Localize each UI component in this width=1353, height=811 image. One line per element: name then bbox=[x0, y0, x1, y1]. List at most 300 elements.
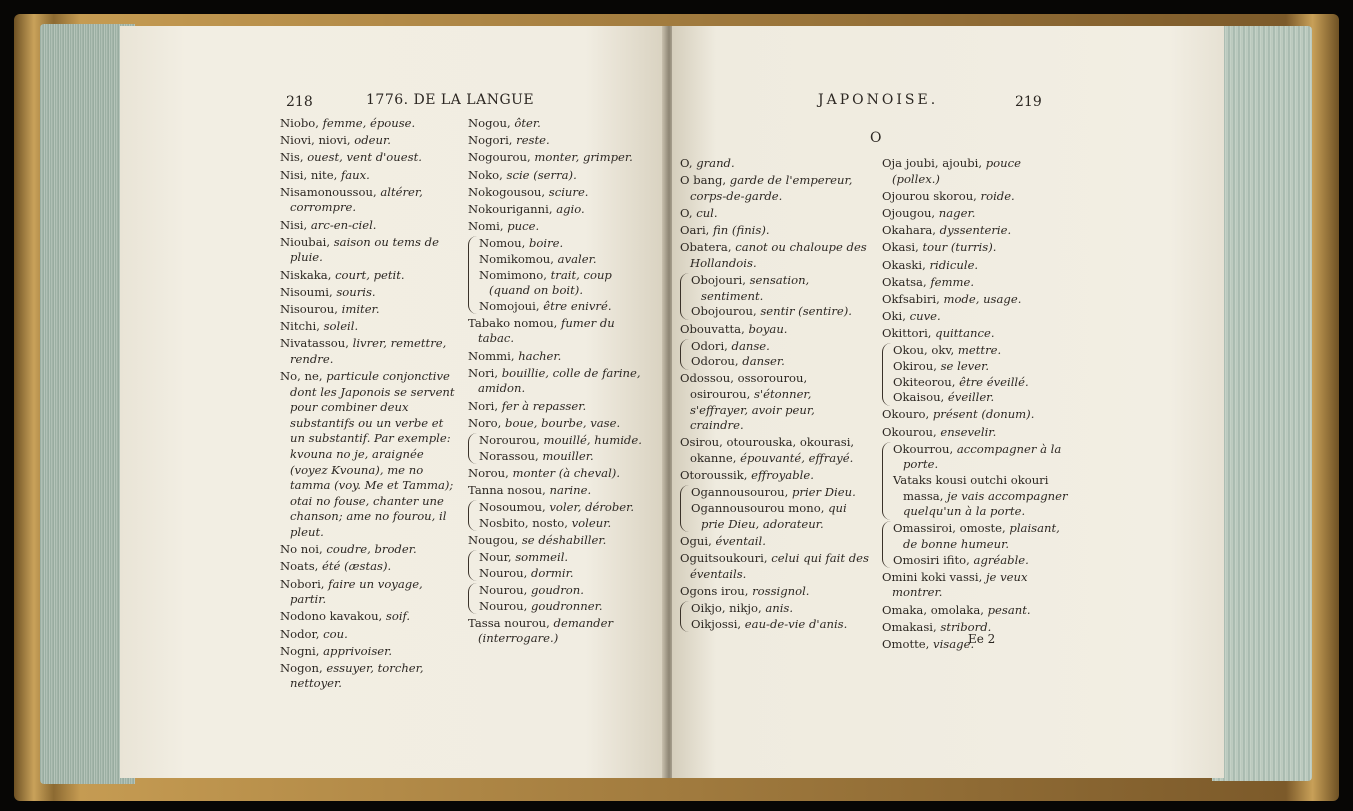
entry-separator: , bbox=[973, 188, 981, 203]
entry-word: Nourou bbox=[479, 565, 524, 580]
entry-word: O bang bbox=[680, 173, 723, 188]
bracketed-entry-group bbox=[468, 433, 654, 464]
entry-word: Nivatassou bbox=[280, 336, 346, 351]
entry-word: Oki bbox=[882, 309, 903, 324]
entry-definition: épouvanté, effrayé. bbox=[740, 451, 854, 466]
entry-definition: soif. bbox=[385, 609, 411, 624]
entry-definition: apprivoiser. bbox=[323, 643, 393, 658]
entry-word: Nori bbox=[468, 398, 495, 413]
dictionary-entry bbox=[479, 599, 654, 615]
entry-definition: visage. bbox=[933, 636, 975, 651]
dictionary-entry bbox=[468, 399, 654, 415]
dictionary-entry bbox=[893, 521, 1068, 552]
entry-separator: , bbox=[346, 133, 355, 148]
running-head: JAPONOISE. bbox=[818, 92, 939, 108]
entry-definition: cuve. bbox=[909, 309, 941, 324]
entry-word: Omaka, omolaka bbox=[882, 602, 981, 617]
entry-separator: , bbox=[925, 407, 933, 422]
dictionary-entry bbox=[882, 570, 1068, 601]
entry-word: Noats bbox=[280, 559, 315, 574]
entry-separator: , bbox=[327, 267, 336, 282]
entry-word: Nisi, nite bbox=[280, 167, 334, 182]
entry-word: Omini koki vassi bbox=[882, 569, 979, 584]
bracketed-entry-group bbox=[680, 339, 870, 370]
dictionary-entry bbox=[882, 309, 1068, 325]
entry-separator: , bbox=[743, 468, 752, 483]
entry-word: Okaisou bbox=[893, 390, 941, 405]
entry-definition: souris. bbox=[336, 284, 376, 299]
entry-definition: pouce (pollex.) bbox=[892, 156, 1021, 186]
entry-separator: , bbox=[915, 240, 923, 255]
dictionary-entry bbox=[479, 449, 654, 465]
dictionary-entry bbox=[882, 189, 1068, 205]
entry-separator: , bbox=[536, 433, 544, 447]
dictionary-entry bbox=[280, 218, 456, 234]
entry-definition: cou. bbox=[323, 626, 348, 641]
running-head: 1776. DE LA LANGUE bbox=[366, 92, 535, 108]
entry-separator: , bbox=[548, 201, 557, 216]
dictionary-entry bbox=[479, 268, 654, 299]
dictionary-entry bbox=[680, 223, 870, 239]
entry-definition: avaler. bbox=[557, 251, 597, 266]
entry-separator: , bbox=[722, 173, 730, 188]
dictionary-entry bbox=[280, 168, 456, 184]
entry-definition: essuyer, torcher, nettoyer. bbox=[290, 660, 424, 691]
entry-definition: présent (donum). bbox=[932, 407, 1035, 422]
entry-definition: danse. bbox=[731, 338, 770, 353]
entry-definition: puce. bbox=[507, 219, 540, 234]
bracketed-entry-group bbox=[468, 583, 654, 614]
entry-word: Oikjo, nikjo bbox=[691, 600, 758, 615]
entry-definition: je vais accompagner quelqu'un à la porte. bbox=[903, 488, 1068, 519]
dictionary-entry bbox=[680, 551, 870, 582]
entry-word: Nisoumi bbox=[280, 284, 329, 299]
entry-separator: , bbox=[734, 354, 743, 369]
entry-separator: , bbox=[320, 576, 329, 591]
dictionary-entry bbox=[280, 185, 456, 216]
dictionary-entry bbox=[882, 275, 1068, 291]
entry-definition: danser. bbox=[742, 354, 785, 369]
entry-separator: , bbox=[936, 291, 944, 306]
entry-word: Okaski bbox=[882, 257, 923, 272]
entry-definition: mouiller. bbox=[542, 448, 594, 463]
dictionary-entry bbox=[893, 473, 1068, 520]
entry-separator: , bbox=[318, 369, 327, 384]
entry-word: Obojourou bbox=[691, 304, 753, 319]
entry-separator: , bbox=[314, 559, 323, 574]
dictionary-entry bbox=[280, 235, 456, 266]
dictionary-entry bbox=[893, 359, 1068, 375]
entry-definition: bouillie, colle de farine, amidon. bbox=[478, 365, 641, 396]
entry-word: Oikjossi bbox=[691, 616, 738, 631]
dictionary-entry bbox=[468, 219, 654, 235]
entry-word: Okourrou bbox=[893, 441, 950, 456]
entry-separator: , bbox=[708, 533, 716, 548]
entry-word: Tassa nourou bbox=[468, 615, 547, 630]
entry-separator: , bbox=[299, 150, 308, 165]
entry-definition: agio. bbox=[556, 201, 585, 216]
entry-definition: trait, coup (quand on boit). bbox=[489, 267, 612, 298]
entry-word: Nomou bbox=[479, 236, 522, 251]
entry-separator: , bbox=[526, 150, 535, 165]
entry-separator: , bbox=[553, 315, 562, 330]
entry-separator: , bbox=[820, 501, 829, 515]
entry-definition: ôter. bbox=[514, 116, 541, 130]
dictionary-column bbox=[680, 156, 870, 634]
entry-definition: pesant. bbox=[987, 602, 1031, 617]
entry-definition: goudronner. bbox=[530, 598, 603, 613]
dictionary-entry bbox=[280, 285, 456, 301]
entry-word: Nosoumou bbox=[479, 500, 542, 515]
entry-definition: quittance. bbox=[935, 326, 995, 341]
entry-word: Nis bbox=[280, 150, 300, 165]
entry-definition: arc-en-ciel. bbox=[310, 217, 377, 232]
dictionary-entry bbox=[691, 617, 870, 633]
entry-definition: soleil. bbox=[323, 319, 359, 334]
entry-separator: , bbox=[326, 234, 334, 249]
entry-definition: eau-de-vie d'anis. bbox=[744, 616, 848, 631]
dictionary-entry bbox=[882, 292, 1068, 308]
entry-separator: , bbox=[737, 616, 745, 631]
dictionary-entry bbox=[280, 609, 456, 625]
dictionary-entry bbox=[680, 468, 870, 484]
dictionary-entry bbox=[468, 185, 654, 201]
entry-definition: livrer, remettre, rendre. bbox=[290, 336, 447, 366]
entry-definition: être éveillé. bbox=[959, 374, 1029, 389]
dictionary-column bbox=[280, 116, 456, 694]
entry-separator: , bbox=[334, 301, 342, 316]
entry-separator: , bbox=[499, 219, 508, 234]
entry-definition: mouillé, humide. bbox=[543, 433, 642, 447]
entry-separator: , bbox=[932, 223, 940, 238]
entry-definition: se déshabiller. bbox=[521, 532, 607, 547]
entry-word: Okittori bbox=[882, 326, 928, 341]
entry-separator: , bbox=[922, 274, 931, 289]
entry-word: Norassou bbox=[479, 448, 535, 463]
bracketed-entry-group bbox=[680, 485, 870, 532]
dictionary-entry bbox=[893, 343, 1068, 359]
entry-word: Nogou bbox=[468, 116, 507, 130]
entry-separator: , bbox=[508, 133, 517, 148]
entry-definition: accompagner à la porte. bbox=[903, 441, 1062, 472]
page-edges-right bbox=[1212, 26, 1312, 781]
entry-separator: , bbox=[510, 348, 519, 363]
entry-separator: , bbox=[939, 488, 948, 503]
entry-separator: , bbox=[927, 326, 936, 341]
entry-definition: femme. bbox=[930, 274, 975, 289]
entry-word: Nioubai bbox=[280, 234, 327, 249]
entry-definition: voleur. bbox=[571, 515, 612, 530]
entry-definition: qui prie Dieu, adorateur. bbox=[701, 501, 847, 531]
dictionary-entry bbox=[280, 369, 456, 541]
entry-word: Nori bbox=[468, 365, 495, 380]
entry-separator: , bbox=[978, 156, 986, 170]
entry-separator: , bbox=[534, 448, 543, 463]
entry-separator: , bbox=[741, 321, 749, 336]
entry-definition: éveiller. bbox=[947, 390, 995, 405]
dictionary-entry bbox=[468, 133, 654, 149]
entry-separator: , bbox=[550, 251, 558, 266]
entry-separator: , bbox=[757, 600, 766, 615]
entry-definition: mettre. bbox=[957, 343, 1002, 358]
entry-separator: , bbox=[933, 619, 941, 634]
entry-separator: , bbox=[523, 565, 531, 580]
entry-definition: effroyable. bbox=[751, 468, 814, 483]
dictionary-entry bbox=[280, 150, 456, 166]
entry-word: Omotte bbox=[882, 636, 926, 651]
entry-word: Norourou bbox=[479, 433, 537, 447]
dictionary-entry bbox=[479, 299, 654, 315]
entry-word: Obouvatta bbox=[680, 321, 742, 336]
entry-definition: coudre, broder. bbox=[326, 542, 417, 557]
right-page bbox=[672, 26, 1224, 778]
entry-definition: faux. bbox=[340, 167, 370, 182]
entry-word: Okatsa bbox=[882, 274, 923, 289]
entry-word: Odorou bbox=[691, 354, 735, 369]
entry-definition: monter, grimper. bbox=[534, 150, 633, 165]
dictionary-entry bbox=[479, 550, 654, 566]
dictionary-entry bbox=[882, 258, 1068, 274]
entry-word: Nisourou bbox=[280, 301, 335, 316]
entry-separator: , bbox=[931, 205, 939, 220]
page-number: 219 bbox=[1015, 94, 1042, 110]
section-letter: O bbox=[870, 130, 882, 146]
entry-separator: , bbox=[546, 615, 554, 630]
entry-separator: , bbox=[345, 336, 353, 351]
dictionary-column bbox=[468, 116, 654, 648]
entry-word: Nogori bbox=[468, 133, 509, 148]
entry-separator: , bbox=[932, 424, 941, 439]
entry-definition: roide. bbox=[980, 188, 1015, 203]
entry-separator: , bbox=[318, 542, 327, 557]
dictionary-entry bbox=[882, 223, 1068, 239]
dictionary-entry bbox=[893, 390, 1068, 406]
entry-word: O bbox=[680, 205, 689, 220]
entry-definition: altérer, corrompre. bbox=[290, 184, 423, 215]
dictionary-entry bbox=[280, 661, 456, 692]
dictionary-entry bbox=[691, 501, 870, 532]
entry-separator: , bbox=[949, 441, 957, 456]
entry-definition: sommeil. bbox=[515, 550, 569, 565]
entry-definition: grand. bbox=[696, 156, 735, 170]
dictionary-entry bbox=[280, 302, 456, 318]
entry-word: Odori bbox=[691, 338, 725, 353]
entry-word: Okiteorou bbox=[893, 374, 952, 389]
dictionary-entry bbox=[691, 273, 870, 304]
entry-word: Nodor bbox=[280, 626, 316, 641]
entry-separator: , bbox=[328, 284, 337, 299]
entry-separator: , bbox=[950, 343, 958, 358]
entry-word: Obojouri bbox=[691, 273, 743, 288]
entry-word: Osirou, otourouska, okourasi, okanne bbox=[680, 435, 855, 466]
entry-definition: hacher. bbox=[518, 348, 562, 363]
entry-word: Noko bbox=[468, 167, 500, 182]
entry-definition: nager. bbox=[938, 205, 976, 220]
entry-separator: , bbox=[724, 338, 732, 353]
dictionary-entry bbox=[882, 240, 1068, 256]
dictionary-entry bbox=[680, 584, 870, 600]
dictionary-entry bbox=[882, 156, 1068, 187]
entry-word: Nodono kavakou bbox=[280, 609, 379, 624]
dictionary-entry bbox=[691, 485, 870, 501]
dictionary-entry bbox=[280, 559, 456, 575]
bracketed-entry-group bbox=[882, 521, 1068, 568]
entry-separator: , bbox=[688, 156, 697, 170]
dictionary-entry bbox=[468, 416, 654, 432]
dictionary-entry bbox=[280, 627, 456, 643]
entry-word: Nourou bbox=[479, 582, 524, 597]
dictionary-entry bbox=[680, 435, 870, 466]
entry-word: Nourou bbox=[479, 598, 524, 613]
entry-definition: plaisant, de bonne humeur. bbox=[903, 521, 1060, 551]
entry-definition: rossignol. bbox=[752, 583, 810, 598]
entry-separator: , bbox=[315, 116, 323, 130]
dictionary-entry bbox=[680, 156, 870, 172]
entry-definition: dormir. bbox=[530, 565, 574, 580]
entry-separator: , bbox=[902, 309, 910, 324]
bracketed-entry-group bbox=[680, 273, 870, 320]
dictionary-entry bbox=[280, 268, 456, 284]
entry-separator: , bbox=[333, 167, 341, 182]
dictionary-entry bbox=[280, 336, 456, 367]
entry-word: Nommi bbox=[468, 348, 511, 363]
entry-separator: , bbox=[316, 319, 324, 334]
entry-word: Okou, okv bbox=[893, 343, 951, 358]
entry-definition: fumer du tabac. bbox=[478, 315, 615, 346]
entry-separator: , bbox=[523, 582, 531, 597]
dictionary-entry bbox=[280, 644, 456, 660]
dictionary-entry bbox=[893, 375, 1068, 391]
entry-word: Niovi, niovi bbox=[280, 133, 347, 148]
dictionary-entry bbox=[479, 500, 654, 516]
dictionary-entry bbox=[280, 133, 456, 149]
dictionary-entry bbox=[479, 433, 654, 449]
entry-definition: ouest, vent d'ouest. bbox=[307, 150, 422, 165]
entry-definition: être enivré. bbox=[543, 298, 612, 313]
signature-mark: Ee 2 bbox=[968, 632, 996, 646]
entry-separator: , bbox=[494, 398, 502, 413]
entry-definition: prier Dieu. bbox=[791, 485, 856, 500]
entry-definition: ridicule. bbox=[929, 257, 979, 272]
entry-definition: garde de l'empereur, corps-de-garde. bbox=[690, 173, 853, 203]
entry-definition: sciure. bbox=[548, 184, 589, 199]
entry-separator: , bbox=[752, 304, 761, 319]
dictionary-entry bbox=[479, 236, 654, 252]
entry-word: Oguitsoukouri bbox=[680, 550, 764, 565]
dictionary-entry bbox=[468, 202, 654, 218]
entry-definition: monter (à cheval). bbox=[512, 465, 621, 480]
dictionary-entry bbox=[680, 206, 870, 222]
entry-word: Nisamonoussou bbox=[280, 184, 373, 199]
dictionary-column bbox=[882, 156, 1068, 654]
entry-separator: , bbox=[978, 569, 986, 584]
entry-definition: faire un voyage, partir. bbox=[290, 576, 423, 607]
entry-separator: , bbox=[922, 257, 930, 272]
entry-definition: canot ou chaloupe des Hollandois. bbox=[690, 240, 867, 270]
entry-word: Nougou bbox=[468, 532, 515, 547]
entry-definition: agréable. bbox=[973, 552, 1029, 567]
bracketed-entry-group bbox=[468, 236, 654, 314]
dictionary-entry bbox=[280, 577, 456, 608]
entry-definition: celui qui fait des éventails. bbox=[690, 550, 869, 581]
dictionary-entry bbox=[280, 542, 456, 558]
entry-definition: cul. bbox=[696, 205, 718, 220]
entry-separator: , bbox=[933, 359, 941, 374]
entry-definition: scie (serra). bbox=[506, 167, 577, 182]
entry-definition: boyau. bbox=[748, 321, 788, 336]
entry-word: Niskaka bbox=[280, 267, 328, 282]
entry-word: Ogons irou bbox=[680, 583, 745, 598]
entry-definition: je veux montrer. bbox=[892, 569, 1028, 600]
dictionary-entry bbox=[680, 322, 870, 338]
dictionary-entry bbox=[882, 206, 1068, 222]
entry-word: Vataks kousi outchi okouri massa bbox=[893, 473, 1049, 503]
entry-word: Omosiri ifito bbox=[893, 552, 967, 567]
entry-word: Okirou bbox=[893, 359, 934, 374]
entry-word: Ogannousourou bbox=[691, 485, 785, 500]
dictionary-entry bbox=[691, 339, 870, 355]
entry-separator: , bbox=[507, 116, 515, 130]
dictionary-entry bbox=[680, 240, 870, 271]
dictionary-entry bbox=[468, 366, 654, 397]
entry-word: Nogourou bbox=[468, 150, 527, 165]
entry-definition: stribord. bbox=[940, 619, 992, 634]
dictionary-entry bbox=[691, 304, 870, 320]
dictionary-entry bbox=[468, 168, 654, 184]
entry-word: Nosbito, nosto bbox=[479, 515, 565, 530]
entry-separator: , bbox=[763, 550, 772, 565]
dictionary-entry bbox=[680, 534, 870, 550]
entry-definition: fer à repasser. bbox=[501, 398, 587, 413]
entry-word: Otoroussik bbox=[680, 468, 744, 483]
entry-separator: , bbox=[980, 602, 988, 617]
entry-word: Ojougou bbox=[882, 205, 932, 220]
entry-definition: sensation, sentiment. bbox=[701, 273, 810, 303]
entry-word: Okfsabiri bbox=[882, 291, 937, 306]
entry-separator: , bbox=[742, 273, 750, 288]
entry-word: Obatera bbox=[680, 240, 728, 255]
dictionary-entry bbox=[882, 425, 1068, 441]
entry-separator: , bbox=[688, 205, 697, 220]
entry-word: Ojourou skorou bbox=[882, 188, 974, 203]
dictionary-entry bbox=[893, 442, 1068, 473]
dictionary-entry bbox=[468, 349, 654, 365]
entry-separator: , bbox=[315, 626, 324, 641]
entry-word: Oja joubi, ajoubi bbox=[882, 156, 979, 170]
entry-word: Okasi bbox=[882, 240, 916, 255]
entry-separator: , bbox=[1002, 521, 1010, 536]
dictionary-entry bbox=[468, 533, 654, 549]
entry-word: Ogui bbox=[680, 533, 709, 548]
entry-word: Nomikomou bbox=[479, 251, 551, 266]
dictionary-entry bbox=[893, 553, 1068, 569]
entry-definition: se lever. bbox=[940, 359, 990, 374]
entry-word: Nokouriganni bbox=[468, 201, 549, 216]
dictionary-entry bbox=[468, 466, 654, 482]
entry-word: Nour bbox=[479, 550, 508, 565]
entry-separator: , bbox=[303, 217, 311, 232]
entry-definition: imiter. bbox=[341, 301, 380, 316]
bracketed-entry-group bbox=[680, 601, 870, 632]
entry-definition: ensevelir. bbox=[940, 424, 997, 439]
dictionary-entry bbox=[882, 603, 1068, 619]
entry-definition: demander (interrogare.) bbox=[478, 615, 614, 646]
entry-definition: anis. bbox=[765, 600, 794, 615]
entry-definition: court, petit. bbox=[335, 267, 405, 282]
entry-word: Omakasi bbox=[882, 619, 934, 634]
entry-separator: , bbox=[315, 643, 324, 658]
entry-definition: particule conjonctive dont les Japonois se servent pour combiner deux substantifs ou un verbe et un substantif. Par exemple: kvouna no je, araignée (voyez Kvouna), me no tamma (voy. Me et Tamma); otai no fouse, chanter une chanson; ame no fourou, il pleut. bbox=[290, 369, 455, 539]
